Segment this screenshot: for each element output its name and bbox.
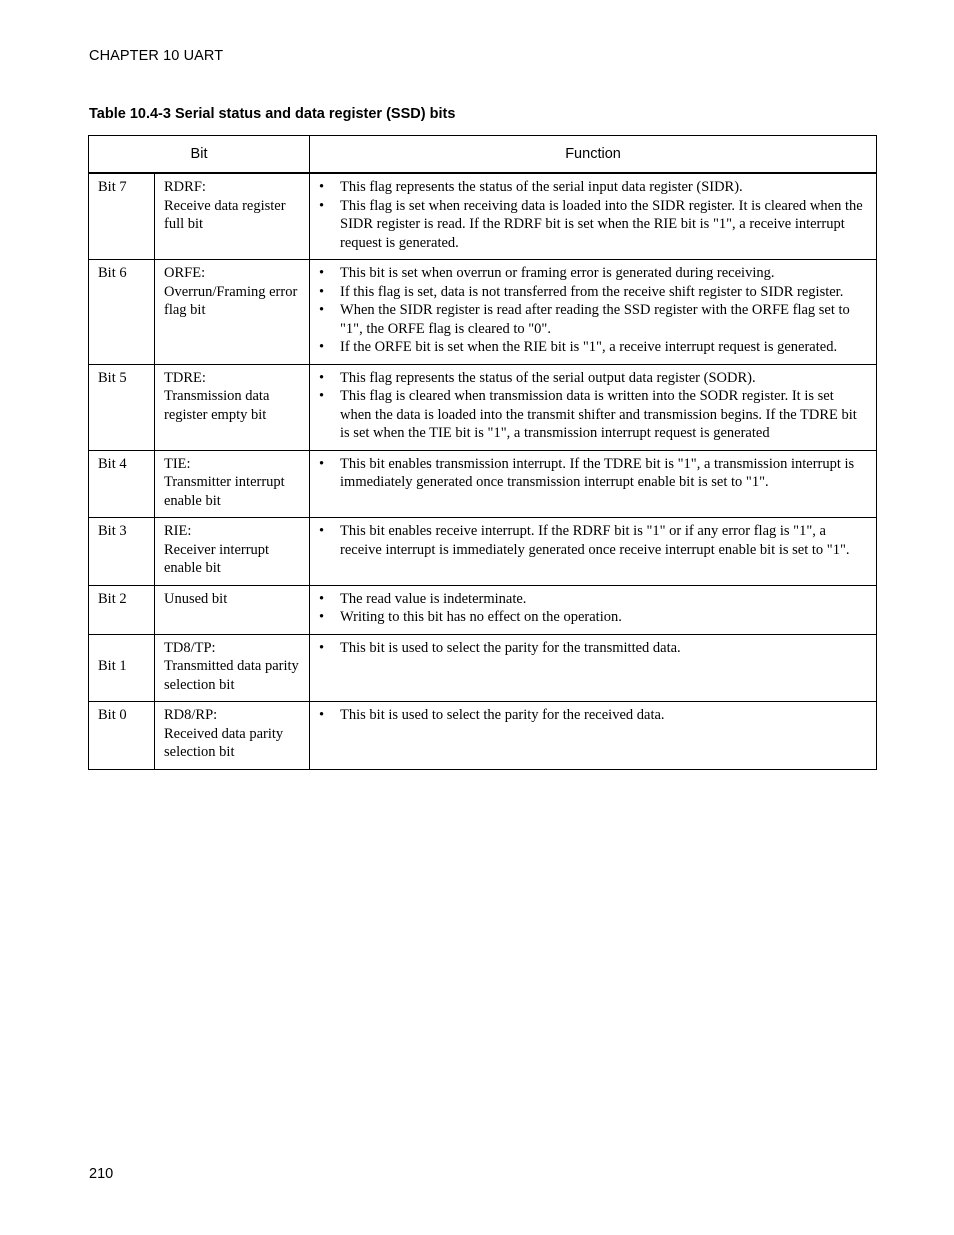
function-text: This flag represents the status of the serial input data register (SIDR). [340, 179, 743, 195]
bit-name: Unused bit [164, 590, 228, 607]
function-text: This bit is used to select the parity for the transmitted data. [340, 639, 681, 656]
function-text: This flag represents the status of the serial output data register (SODR). [340, 369, 756, 386]
bit-number: Bit 2 [89, 585, 155, 634]
function-item [319, 522, 868, 559]
function-item [319, 455, 868, 492]
function-list [319, 706, 868, 725]
bit-number: Bit 6 [89, 260, 155, 365]
bit-number: Bit 0 [89, 702, 155, 770]
function-item [319, 608, 868, 627]
function-list [319, 264, 868, 357]
function-list [319, 455, 868, 492]
page-number: 210 [89, 1166, 114, 1182]
bit-number: Bit 4 [89, 450, 155, 518]
bit-description: Receiver interrupt enable bit [164, 541, 270, 576]
function-text: If this flag is set, data is not transferred from the receive shift register to SIDR register. [340, 283, 844, 300]
bit-name: ORFE: [164, 265, 206, 281]
function-cell [310, 518, 877, 586]
function-text: This flag is cleared when transmission data is written into the SODR register. It is set when the data is loaded into the transmit shifter and transmission begins. If the TDRE bit is set when the TIE bit is "1", a transmission interrupt request is generated [340, 388, 857, 441]
bit-name-cell [155, 518, 310, 586]
bit-name-cell [155, 260, 310, 365]
function-text: This bit enables receive interrupt. If the RDRF bit is "1" or if any error flag is "1", a receive interrupt is immediately generated once receive interrupt enable bit is set to "1". [340, 523, 850, 558]
table-caption: Table 10.4-3 Serial status and data register (SSD) bits [89, 106, 456, 122]
bit-name: TIE: [164, 455, 191, 472]
function-text: This bit is set when overrun or framing error is generated during receiving. [340, 265, 775, 281]
function-cell [310, 260, 877, 365]
bit-name-cell [155, 173, 310, 260]
bit-description: Receive data register full bit [164, 197, 286, 232]
function-text: This flag is set when receiving data is loaded into the SIDR register. It is cleared when the SIDR register is read. If the RDRF bit is set when the RIE bit is "1", a receive interrupt request is generated. [340, 197, 863, 251]
bullet-icon: • [319, 523, 325, 539]
function-item [319, 264, 868, 283]
bit-number: Bit 5 [89, 364, 155, 450]
bit-description: Transmission data register empty bit [164, 388, 270, 423]
function-column-header: Function [310, 136, 877, 174]
bit-name: TDRE: [164, 369, 206, 386]
function-item [319, 338, 868, 357]
function-cell [310, 634, 877, 702]
bit-name: TD8/TP: [164, 639, 216, 656]
function-cell [310, 702, 877, 770]
function-cell [310, 173, 877, 260]
table-row [89, 173, 877, 260]
bit-description: Overrun/Framing error flag bit [164, 283, 298, 318]
bit-name: RDRF: [164, 179, 206, 195]
function-cell [310, 364, 877, 450]
bullet-icon: • [319, 455, 325, 472]
bit-number: Bit 3 [89, 518, 155, 586]
register-bits-table [88, 135, 877, 770]
function-item [319, 197, 868, 253]
bit-column-header: Bit [89, 136, 310, 174]
bit-description: Transmitter interrupt enable bit [164, 474, 285, 509]
function-item [319, 301, 868, 338]
bullet-icon: • [319, 590, 325, 607]
bit-name: RD8/RP: [164, 707, 218, 723]
bit-number: Bit 1 [89, 634, 155, 702]
table-row [89, 702, 877, 770]
function-text: If the ORFE bit is set when the RIE bit is "1", a receive interrupt request is generated. [340, 339, 838, 355]
bullet-icon: • [319, 302, 325, 318]
bit-name-cell [155, 585, 310, 634]
bit-name-cell [155, 364, 310, 450]
function-text: This bit is used to select the parity for the received data. [340, 707, 665, 723]
bit-name-cell [155, 702, 310, 770]
table-row [89, 260, 877, 365]
bullet-icon: • [319, 339, 325, 355]
table-row [89, 634, 877, 702]
function-list [319, 590, 868, 627]
bit-number: Bit 7 [89, 173, 155, 260]
bullet-icon: • [319, 265, 325, 281]
table-header-row [89, 136, 877, 174]
function-list [319, 639, 868, 658]
function-list [319, 178, 868, 252]
table-row [89, 364, 877, 450]
bullet-icon: • [319, 388, 325, 404]
function-text: When the SIDR register is read after reading the SSD register with the ORFE flag set to "1", the ORFE flag is cleared to "0". [340, 302, 850, 337]
bit-description: Transmitted data parity selection bit [164, 658, 299, 693]
bullet-icon: • [319, 707, 325, 723]
function-text: The read value is indeterminate. [340, 590, 527, 607]
function-item [319, 283, 868, 302]
table-row [89, 585, 877, 634]
function-item [319, 369, 868, 388]
table-row [89, 518, 877, 586]
function-text: This bit enables transmission interrupt. If the TDRE bit is "1", a transmission interrupt is immediately generated once transmission interrupt enable bit is set to "1". [340, 455, 855, 490]
bit-name-cell [155, 634, 310, 702]
bullet-icon: • [319, 283, 325, 300]
bullet-icon: • [319, 639, 325, 656]
bullet-icon: • [319, 609, 325, 625]
table-row [89, 450, 877, 518]
function-item [319, 639, 868, 658]
function-list [319, 369, 868, 443]
function-item [319, 590, 868, 609]
bullet-icon: • [319, 197, 325, 214]
bit-name-cell [155, 450, 310, 518]
function-item [319, 178, 868, 197]
bit-name: RIE: [164, 523, 192, 539]
bullet-icon: • [319, 179, 325, 195]
function-cell [310, 585, 877, 634]
function-text: Writing to this bit has no effect on the operation. [340, 609, 622, 625]
function-list [319, 522, 868, 559]
function-item [319, 387, 868, 443]
bit-description: Received data parity selection bit [164, 725, 284, 760]
chapter-header: CHAPTER 10 UART [89, 48, 224, 64]
function-item [319, 706, 868, 725]
function-cell [310, 450, 877, 518]
bullet-icon: • [319, 369, 325, 386]
